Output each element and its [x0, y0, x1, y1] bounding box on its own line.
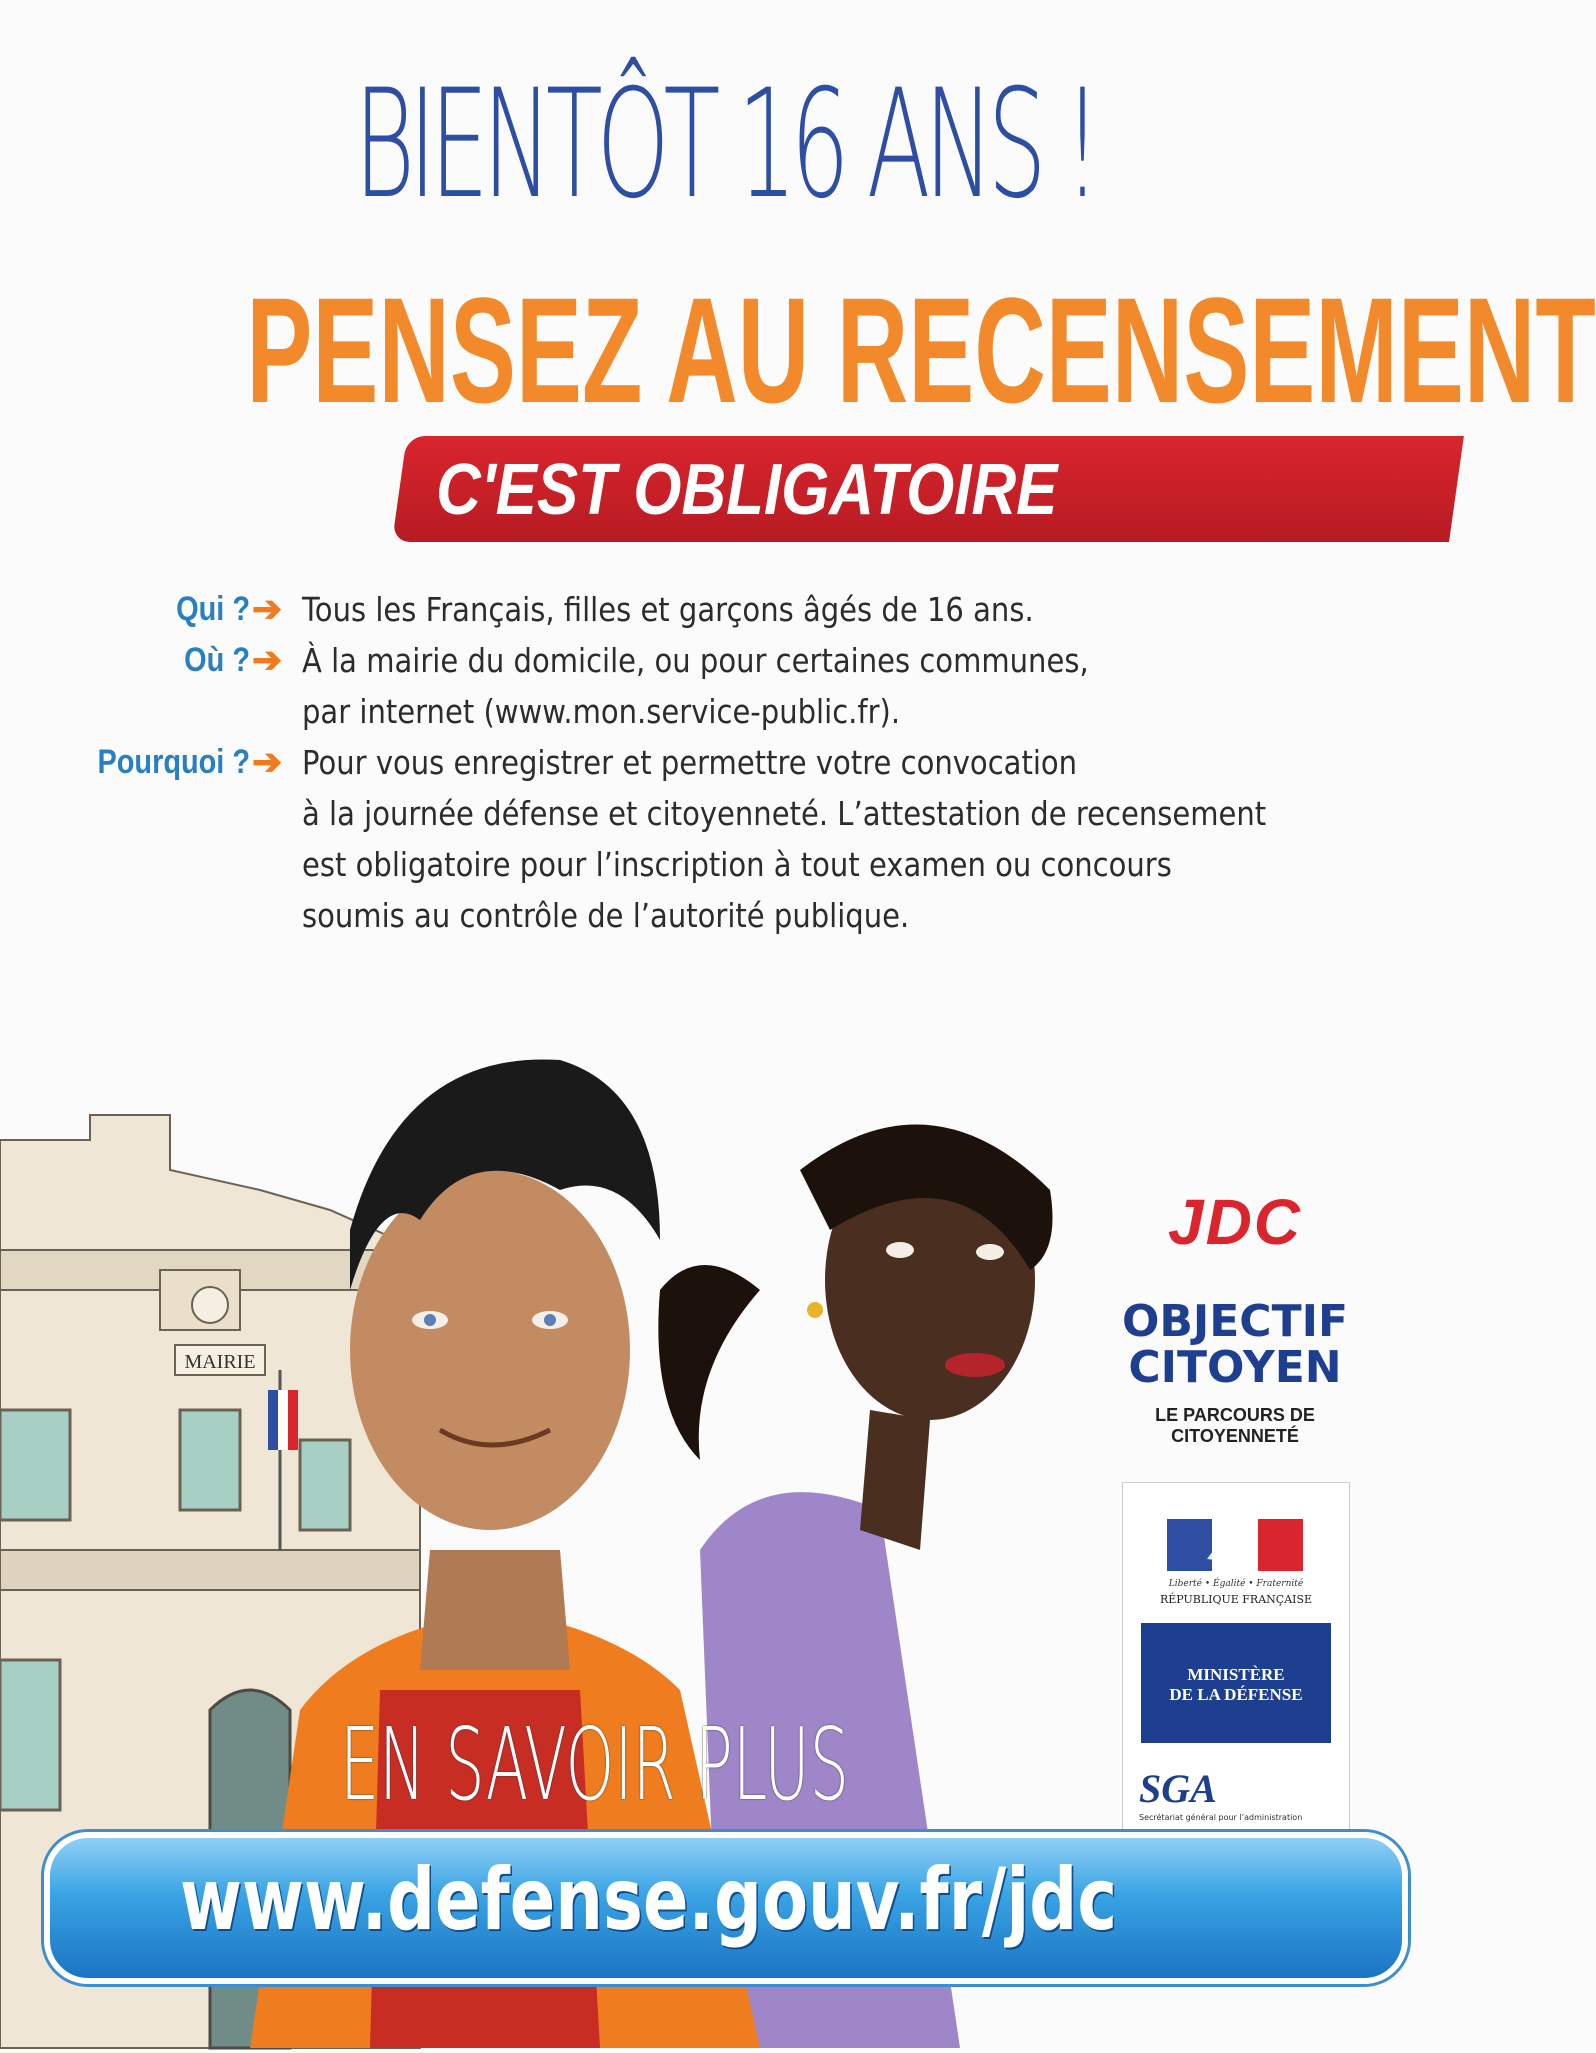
right-arrow-icon: ➔: [252, 639, 283, 680]
parcours-text: LE PARCOURS DE CITOYENNETÉ: [1155, 1405, 1315, 1446]
qa-label-ou: Où ?: [184, 641, 250, 679]
marianne-logo-icon: [1167, 1519, 1303, 1571]
banner-text: C'EST OBLIGATOIRE: [436, 450, 1058, 530]
headline-line2: PENSEZ AU RECENSEMENT: [246, 266, 1596, 434]
devise-text: Liberté • Égalité • Fraternité: [1168, 1579, 1304, 1589]
website-link[interactable]: www.defense.gouv.fr/jdc: [180, 1850, 1118, 1950]
republique-text: RÉPUBLIQUE FRANÇAISE: [1159, 1593, 1313, 1606]
headline-line1: BIENTÔT 16 ANS !: [354, 58, 1095, 232]
ministere-box: [1141, 1623, 1331, 1743]
ministere-text: MINISTÈRE DE LA DÉFENSE: [1169, 1665, 1303, 1704]
qa-text-pourquoi: Pour vous enregistrer et permettre votre convocation à la journée défense et citoyenneté. L’attestation de recensement est obligatoire pour l’inscription à tout examen ou concours soumis au contrôle de l’autorité publique.: [302, 743, 1267, 935]
qa-text-qui: Tous les Français, filles et garçons âgés de 16 ans.: [302, 590, 1034, 629]
qa-label-qui: Qui ?: [176, 590, 250, 628]
en-savoir-plus: EN SAVOIR PLUS: [340, 1706, 849, 1823]
right-arrow-icon: ➔: [252, 588, 283, 629]
jdc-logo-block: [1110, 1185, 1360, 1447]
objectif-line2: CITOYEN: [1128, 1342, 1342, 1393]
sga-logo: SGA: [1139, 1766, 1217, 1811]
qa-text-ou: À la mairie du domicile, ou pour certaines communes, par internet (www.mon.service-public.fr).: [302, 641, 1089, 731]
right-arrow-icon: ➔: [252, 741, 283, 782]
jdc-logo: JDC: [1167, 1186, 1303, 1258]
qa-label-pourquoi: Pourquoi ?: [97, 743, 250, 781]
objectif-line1: OBJECTIF: [1121, 1296, 1349, 1347]
mairie-sign: MAIRIE: [184, 1351, 256, 1373]
sga-subtitle: Secrétariat général pour l’administration: [1139, 1813, 1303, 1822]
